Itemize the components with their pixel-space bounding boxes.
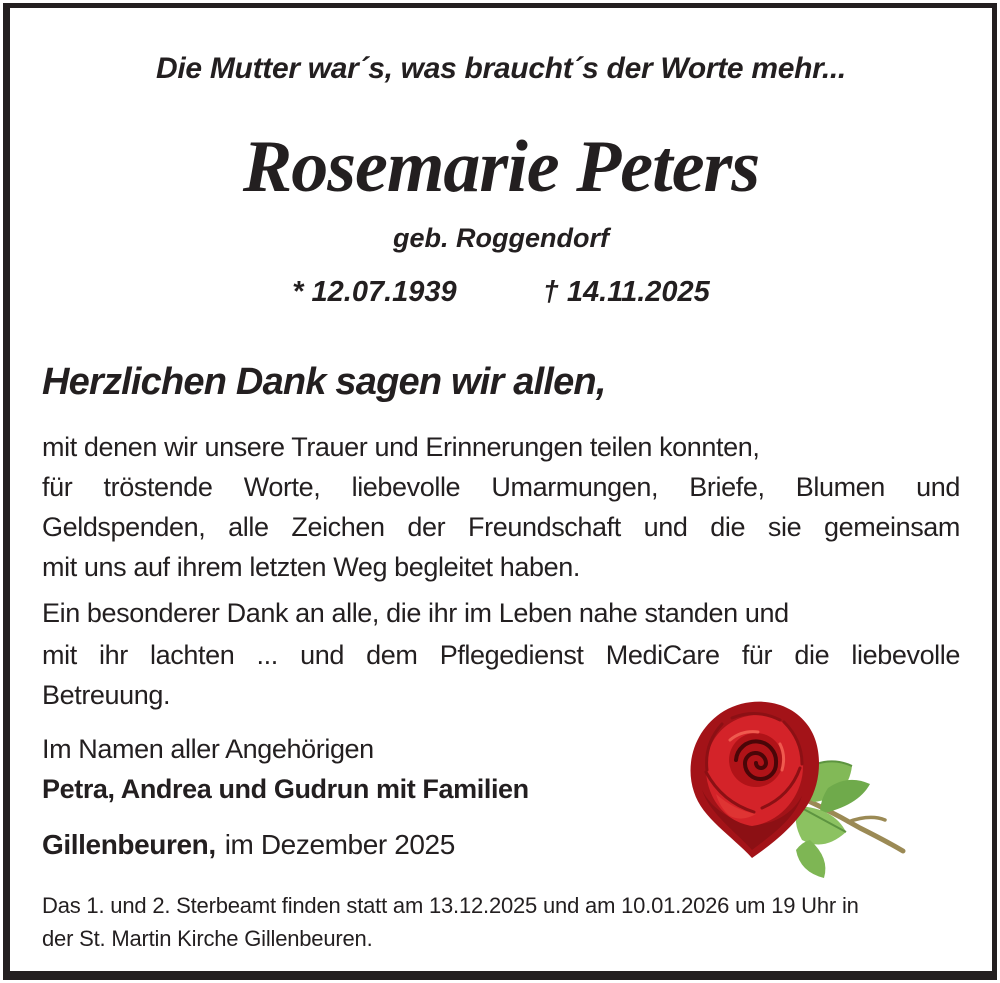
notice-date: im Dezember 2025 <box>224 829 455 860</box>
place-name: Gillenbeuren, <box>42 829 216 860</box>
service-info <box>42 889 960 955</box>
life-dates <box>42 275 960 309</box>
obituary-frame <box>3 3 997 980</box>
thanks-paragraph-2-line-2: Geldspenden, alle Zeichen der Freundschaft und die sie gemeinsam <box>42 512 960 542</box>
death-date: † 14.11.2025 <box>542 276 710 308</box>
signature-names: Petra, Andrea und Gudrun mit Familien <box>42 774 529 804</box>
rose-icon <box>672 688 912 880</box>
service-info-line-2: der St. Martin Kirche Gillenbeuren. <box>42 926 373 951</box>
maiden-name: geb. Roggendorf <box>393 223 609 253</box>
epigraph-quote: Die Mutter war´s, was braucht´s der Worte mehr... <box>156 52 846 85</box>
thanks-line-2: Ein besonderer Dank an alle, die ihr im Leben nahe standen und <box>42 598 789 628</box>
thanks-line-1: mit denen wir unsere Trauer und Erinnerungen teilen konnten, <box>42 432 760 462</box>
thanks-heading: Herzlichen Dank sagen wir allen, <box>42 361 606 403</box>
thanks-paragraph-2-line-3: mit uns auf ihrem letzten Weg begleitet haben. <box>42 552 580 582</box>
signature-intro: Im Namen aller Angehörigen <box>42 734 374 764</box>
deceased-name: Rosemarie Peters <box>242 126 760 208</box>
thanks-paragraph-2-line-1: für tröstende Worte, liebevolle Umarmungen, Briefe, Blumen und <box>42 472 960 502</box>
service-info-line-1: Das 1. und 2. Sterbeamt finden statt am 13.12.2025 und am 10.01.2026 um 19 Uhr in <box>42 893 859 918</box>
thanks-paragraph-2 <box>42 467 960 587</box>
birth-date: * 12.07.1939 <box>292 276 457 308</box>
thanks-paragraph-3-line-2: Betreuung. <box>42 680 171 710</box>
thanks-paragraph-3-line-1: mit ihr lachten ... und dem Pflegedienst MediCare für die liebevolle <box>42 640 960 670</box>
